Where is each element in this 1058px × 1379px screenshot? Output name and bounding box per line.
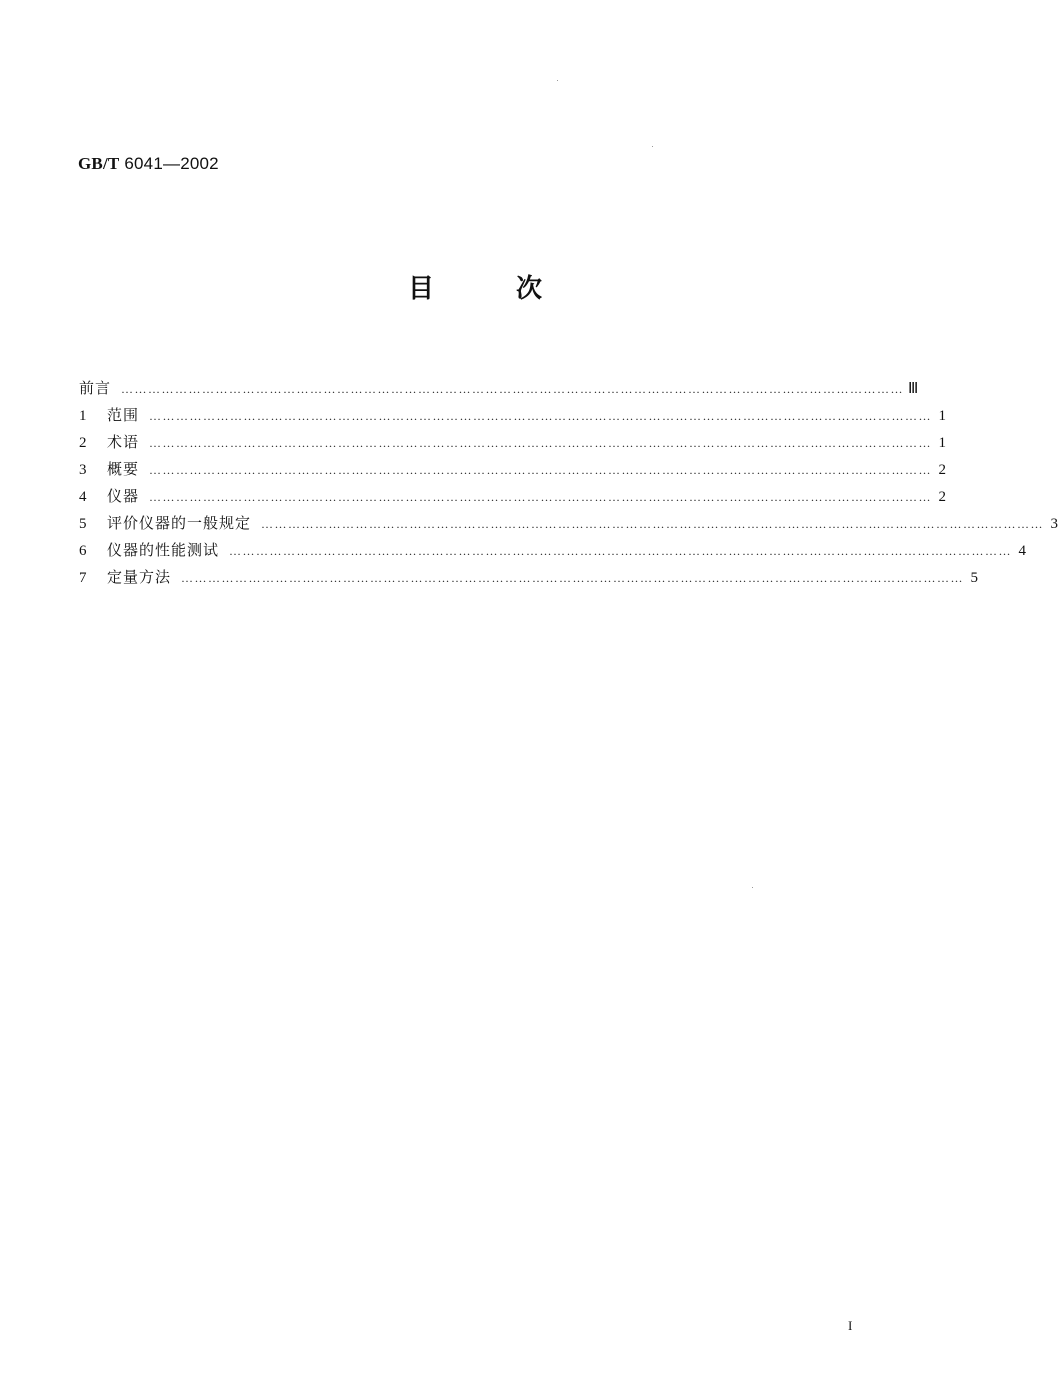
scan-speck xyxy=(652,146,653,147)
toc-entry-3[interactable] xyxy=(79,456,947,483)
toc-entry-2[interactable] xyxy=(79,429,947,456)
toc-entry-number: 2 xyxy=(79,435,87,451)
toc-entry-label: 术语 xyxy=(107,433,140,451)
toc-entry-label: 范围 xyxy=(107,406,140,424)
toc-entry-1[interactable] xyxy=(79,402,947,429)
toc-entry-number: 3 xyxy=(79,462,87,478)
toc-leader-dots: ………………………………………………………………………………………………………………………………………………………… xyxy=(261,517,1045,531)
toc-entry-page: 1 xyxy=(938,408,947,424)
toc-heading xyxy=(0,268,950,305)
toc-entry-number: 6 xyxy=(79,543,87,559)
toc-entry-page: 3 xyxy=(1050,516,1058,532)
toc-entry-label: 评价仪器的一般规定 xyxy=(107,514,252,532)
toc-leader-dots: ………………………………………………………………………………………………………………………………………………………… xyxy=(149,436,933,450)
toc-heading-char-2: 次 xyxy=(516,274,543,304)
toc-leader-dots: ………………………………………………………………………………………………………………………………………………………… xyxy=(149,490,933,504)
toc-leader-dots: ………………………………………………………………………………………………………………………………………………………… xyxy=(121,382,905,396)
toc-entry-label: 仪器 xyxy=(107,487,140,505)
toc-entry-page: 4 xyxy=(1018,543,1027,559)
toc-entry-page: Ⅲ xyxy=(908,381,919,397)
standard-prefix: GB/T xyxy=(78,154,120,173)
toc-entry-label: 前言 xyxy=(79,379,112,397)
toc-entry-number: 5 xyxy=(79,516,87,532)
toc-entry-7[interactable] xyxy=(79,564,979,591)
toc-entry-page: 2 xyxy=(938,489,947,505)
scan-speck xyxy=(557,80,558,81)
table-of-contents xyxy=(79,375,1058,591)
toc-entry-page: 2 xyxy=(938,462,947,478)
toc-entry-number: 1 xyxy=(79,408,87,424)
toc-entry-6[interactable] xyxy=(79,537,1027,564)
page-number: I xyxy=(848,1318,853,1333)
toc-entry-number: 4 xyxy=(79,489,87,505)
toc-entry-label: 仪器的性能测试 xyxy=(107,541,220,559)
toc-entry-number: 7 xyxy=(79,570,87,586)
standard-number: 6041—2002 xyxy=(124,154,219,173)
toc-leader-dots: ………………………………………………………………………………………………………………………………………………………… xyxy=(181,571,965,585)
toc-entry-label: 概要 xyxy=(107,460,140,478)
toc-heading-char-1: 目 xyxy=(407,274,434,304)
toc-leader-dots: ………………………………………………………………………………………………………………………………………………………… xyxy=(229,544,1013,558)
toc-entry-foreword[interactable] xyxy=(79,375,919,402)
toc-entry-page: 5 xyxy=(970,570,979,586)
scan-speck xyxy=(752,887,753,888)
toc-entry-5[interactable] xyxy=(79,510,1058,537)
toc-leader-dots: ………………………………………………………………………………………………………………………………………………………… xyxy=(149,409,933,423)
toc-entry-label: 定量方法 xyxy=(107,568,172,586)
toc-entry-page: 1 xyxy=(938,435,947,451)
toc-leader-dots: ………………………………………………………………………………………………………………………………………………………… xyxy=(149,463,933,477)
standard-code xyxy=(78,154,219,174)
toc-entry-4[interactable] xyxy=(79,483,947,510)
